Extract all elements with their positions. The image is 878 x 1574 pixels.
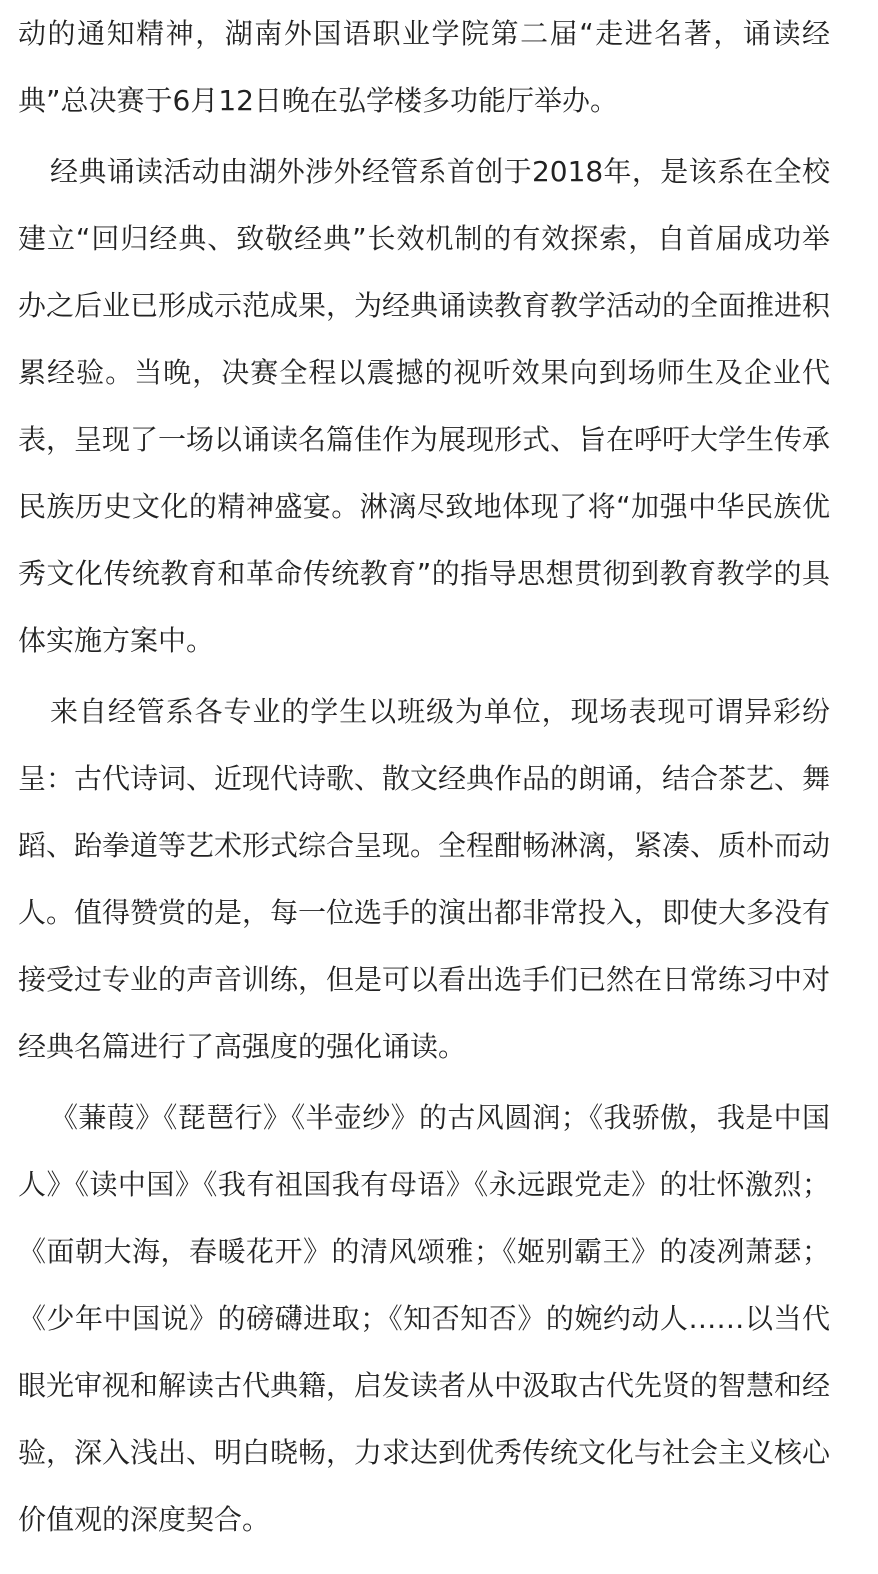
article-paragraph-activity-intro: 经典诵读活动由湖外涉外经管系首创于2018年，是该系在全校建立“回归经典、致敬经典”长效机制的有效探索，自首届成功举办之后业已形成示范成果，为经典诵读教育教学活动的全面推进积累经验。当晚，决赛全程以震撼的视听效果向到场师生及企业代表，呈现了一场以诵读名篇佳作为展现形式、旨在呼吁大学生传承民族历史文化的精神盛宴。淋漓尽致地体现了将“加强中华民族优秀文化传统教育和革命传统教育”的指导思想贯彻到教育教学的具体实施方案中。: [18, 155, 831, 657]
article-paragraph-program-list: 《蒹葭》《琵琶行》《半壶纱》的古风圆润；《我骄傲，我是中国人》《读中国》《我有祖国我有母语》《永远跟党走》的壮怀激烈；《面朝大海，春暖花开》的清风颂雅；《姬别霸王》的凌冽萧瑟；《少年中国说》的磅礴进取；《知否知否》的婉约动人……以当代眼光审视和解读古代典籍，启发读者从中汲取古代先贤的智慧和经验，深入浅出、明白晓畅，力求达到优秀传统文化与社会主义核心价值观的深度契合。: [18, 1101, 831, 1536]
article-paragraph-performance: 来自经管系各专业的学生以班级为单位，现场表现可谓异彩纷呈：古代诗词、近现代诗歌、散文经典作品的朗诵，结合茶艺、舞蹈、跆拳道等艺术形式综合呈现。全程酣畅淋漓，紧凑、质朴而动人。值得赞赏的是，每一位选手的演出都非常投入，即使大多没有接受过专业的声音训练，但是可以看出选手们已然在日常练习中对经典名篇进行了高强度的强化诵读。: [18, 695, 831, 1063]
article-paragraph-continued: 动的通知精神，湖南外国语职业学院第二届“走进名著，诵读经典”总决赛于6月12日晚在弘学楼多功能厅举办。: [18, 17, 830, 117]
article-body: [18, 0, 830, 1553]
